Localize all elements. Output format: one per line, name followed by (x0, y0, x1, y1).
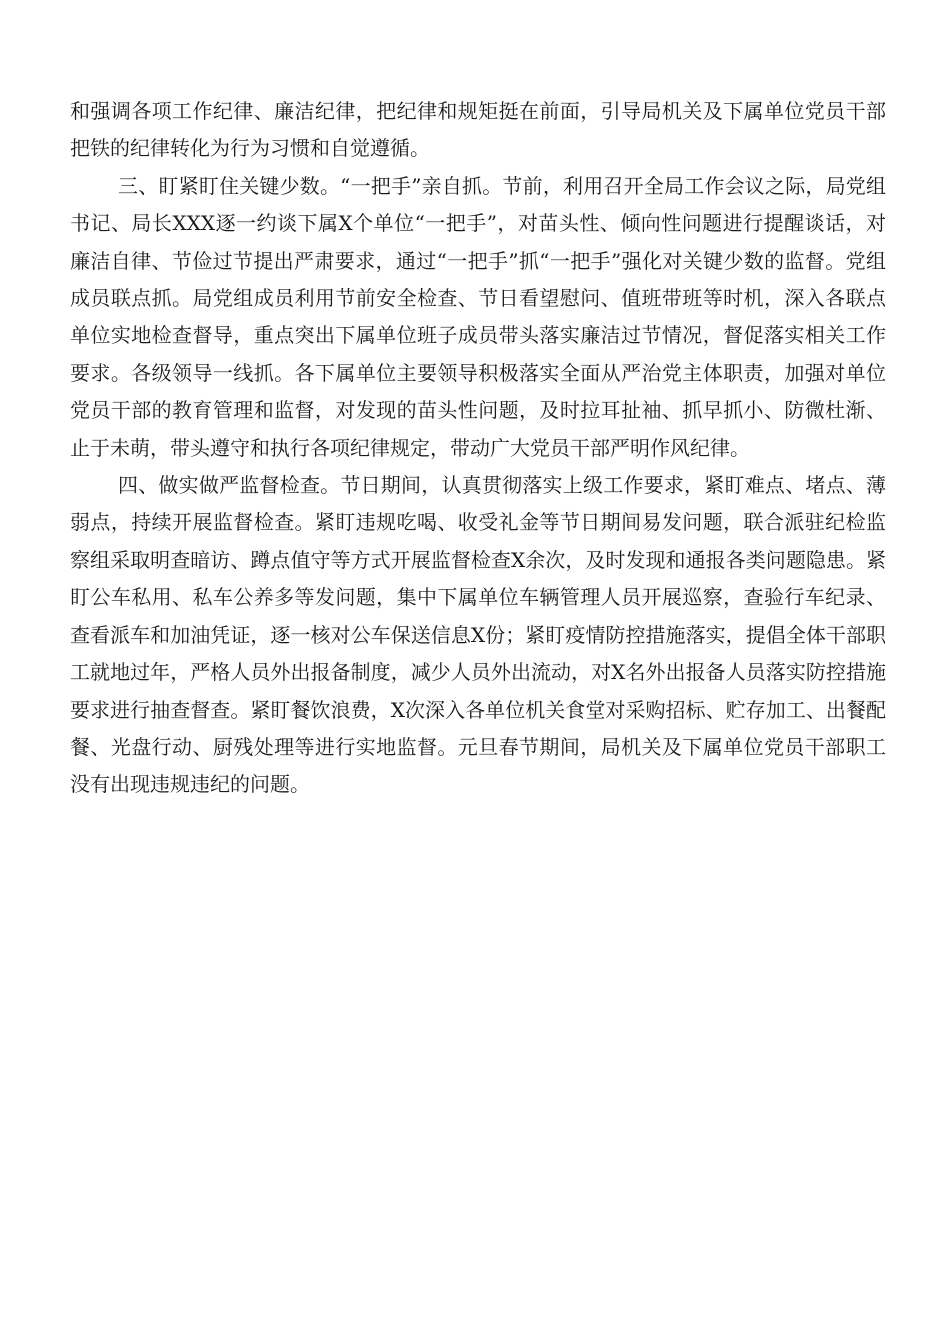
paragraph-section-three: 三、盯紧盯住关键少数。“一把手”亲自抓。节前，利用召开全局工作会议之际，局党组书记、局长XXX逐一约谈下属X个单位“一把手”，对苗头性、倾向性问题进行提醒谈话，对廉洁自律、节俭过节提出严肃要求，通过“一把手”抓“一把手”强化对关键少数的监督。党组成员联点抓。局党组成员利用节前安全检查、节日看望慰问、值班带班等时机，深入各联点单位实地检查督导，重点突出下属单位班子成员带头落实廉洁过节情况，督促落实相关工作要求。各级领导一线抓。各下属单位主要领导积极落实全面从严治党主体职责，加强对单位党员干部的教育管理和监督，对发现的苗头性问题，及时拉耳扯袖、抓早抓小、防微杜渐、止于未萌，带头遵守和执行各项纪律规定，带动广大党员干部严明作风纪律。 (70, 173, 886, 460)
paragraph-continuation: 和强调各项工作纪律、廉洁纪律，把纪律和规矩挺在前面，引导局机关及下属单位党员干部把铁的纪律转化为行为习惯和自觉遵循。 (70, 99, 886, 161)
paragraph-section-four: 四、做实做严监督检查。节日期间，认真贯彻落实上级工作要求，紧盯难点、堵点、薄弱点，持续开展监督检查。紧盯违规吃喝、收受礼金等节日期间易发问题，联合派驻纪检监察组采取明查暗访、蹲点值守等方式开展监督检查X余次，及时发现和通报各类问题隐患。紧盯公车私用、私车公养多等发问题，集中下属单位车辆管理人员开展巡察，查验行车纪录、查看派车和加油凭证，逐一核对公车保送信息X份；紧盯疫情防控措施落实，提倡全体干部职工就地过年，严格人员外出报备制度，减少人员外出流动，对X名外出报备人员落实防控措施要求进行抽查督查。紧盯餐饮浪费，X次深入各单位机关食堂对采购招标、贮存加工、出餐配餐、光盘行动、厨残处理等进行实地监督。元旦春节期间，局机关及下属单位党员干部职工没有出现违规违纪的问题。 (70, 473, 886, 797)
document-page (70, 93, 886, 804)
